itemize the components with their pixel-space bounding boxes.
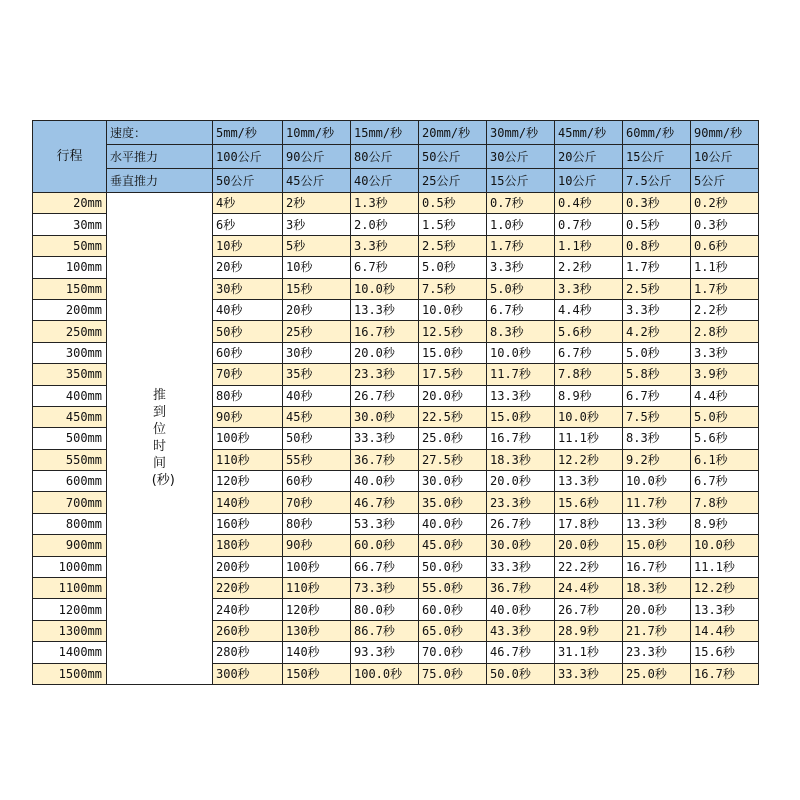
time-cell: 66.7秒: [351, 556, 419, 577]
time-cell: 2.0秒: [351, 214, 419, 235]
horizontal-thrust-cell: 50公斤: [419, 145, 487, 169]
time-cell: 3.3秒: [691, 342, 759, 363]
horizontal-thrust-cell: 15公斤: [623, 145, 691, 169]
time-cell: 1.7秒: [487, 235, 555, 256]
horizontal-thrust-label: 水平推力: [107, 145, 213, 169]
time-cell: 0.4秒: [555, 193, 623, 214]
time-cell: 300秒: [213, 663, 283, 684]
time-cell: 90秒: [283, 535, 351, 556]
time-cell: 31.1秒: [555, 642, 623, 663]
stroke-cell: 1300mm: [33, 620, 107, 641]
time-cell: 13.3秒: [351, 299, 419, 320]
stroke-cell: 1200mm: [33, 599, 107, 620]
vertical-thrust-cell: 5公斤: [691, 169, 759, 193]
time-cell: 2.5秒: [623, 278, 691, 299]
time-cell: 1.7秒: [623, 257, 691, 278]
time-cell: 33.3秒: [555, 663, 623, 684]
stroke-cell: 300mm: [33, 342, 107, 363]
time-cell: 1.7秒: [691, 278, 759, 299]
time-cell: 60秒: [213, 342, 283, 363]
stroke-cell: 400mm: [33, 385, 107, 406]
time-cell: 110秒: [213, 449, 283, 470]
stroke-cell: 150mm: [33, 278, 107, 299]
time-cell: 36.7秒: [351, 449, 419, 470]
time-cell: 1.5秒: [419, 214, 487, 235]
vertical-thrust-label: 垂直推力: [107, 169, 213, 193]
time-cell: 3.9秒: [691, 364, 759, 385]
time-cell: 9.2秒: [623, 449, 691, 470]
time-cell: 25.0秒: [419, 428, 487, 449]
time-cell: 10.0秒: [691, 535, 759, 556]
stroke-cell: 600mm: [33, 471, 107, 492]
time-cell: 65.0秒: [419, 620, 487, 641]
time-cell: 17.8秒: [555, 513, 623, 534]
speed-cell: 15mm/秒: [351, 121, 419, 145]
time-cell: 16.7秒: [487, 428, 555, 449]
time-cell: 5.0秒: [623, 342, 691, 363]
time-cell: 6.7秒: [691, 471, 759, 492]
time-cell: 20.0秒: [351, 342, 419, 363]
time-cell: 40秒: [283, 385, 351, 406]
time-cell: 23.3秒: [623, 642, 691, 663]
time-cell: 15.0秒: [487, 406, 555, 427]
time-cell: 30.0秒: [419, 471, 487, 492]
time-cell: 0.2秒: [691, 193, 759, 214]
time-cell: 70秒: [283, 492, 351, 513]
stroke-time-table-container: [32, 120, 759, 685]
time-cell: 10.0秒: [487, 342, 555, 363]
time-cell: 33.3秒: [487, 556, 555, 577]
time-cell: 20.0秒: [555, 535, 623, 556]
time-cell: 2.2秒: [555, 257, 623, 278]
time-cell: 20.0秒: [623, 599, 691, 620]
time-cell: 130秒: [283, 620, 351, 641]
stroke-cell: 200mm: [33, 299, 107, 320]
time-cell: 70.0秒: [419, 642, 487, 663]
time-cell: 90秒: [213, 406, 283, 427]
horizontal-thrust-cell: 30公斤: [487, 145, 555, 169]
time-cell: 24.4秒: [555, 578, 623, 599]
stroke-cell: 30mm: [33, 214, 107, 235]
time-cell: 30秒: [213, 278, 283, 299]
time-cell: 5.0秒: [487, 278, 555, 299]
time-cell: 73.3秒: [351, 578, 419, 599]
time-cell: 2.2秒: [691, 299, 759, 320]
time-cell: 0.3秒: [623, 193, 691, 214]
time-cell: 6秒: [213, 214, 283, 235]
speed-cell: 45mm/秒: [555, 121, 623, 145]
time-cell: 3.3秒: [351, 235, 419, 256]
time-cell: 200秒: [213, 556, 283, 577]
time-cell: 20.0秒: [419, 385, 487, 406]
time-cell: 50.0秒: [419, 556, 487, 577]
time-cell: 40秒: [213, 299, 283, 320]
time-cell: 4秒: [213, 193, 283, 214]
header-row-horizontal-thrust: [33, 145, 759, 169]
time-cell: 240秒: [213, 599, 283, 620]
vertical-thrust-cell: 45公斤: [283, 169, 351, 193]
time-cell: 10.0秒: [623, 471, 691, 492]
time-cell: 40.0秒: [487, 599, 555, 620]
time-cell: 86.7秒: [351, 620, 419, 641]
time-cell: 35秒: [283, 364, 351, 385]
time-cell: 10.0秒: [351, 278, 419, 299]
time-cell: 120秒: [213, 471, 283, 492]
vertical-thrust-cell: 40公斤: [351, 169, 419, 193]
stroke-cell: 500mm: [33, 428, 107, 449]
horizontal-thrust-cell: 10公斤: [691, 145, 759, 169]
speed-cell: 60mm/秒: [623, 121, 691, 145]
time-cell: 2.5秒: [419, 235, 487, 256]
time-cell: 6.7秒: [555, 342, 623, 363]
time-cell: 45.0秒: [419, 535, 487, 556]
time-cell: 15.0秒: [419, 342, 487, 363]
time-cell: 23.3秒: [487, 492, 555, 513]
time-cell: 7.8秒: [555, 364, 623, 385]
time-cell: 35.0秒: [419, 492, 487, 513]
time-cell: 3.3秒: [623, 299, 691, 320]
time-cell: 140秒: [283, 642, 351, 663]
time-cell: 5.6秒: [691, 428, 759, 449]
time-cell: 0.5秒: [419, 193, 487, 214]
horizontal-thrust-cell: 20公斤: [555, 145, 623, 169]
time-cell: 40.0秒: [351, 471, 419, 492]
stroke-cell: 700mm: [33, 492, 107, 513]
time-cell: 80秒: [283, 513, 351, 534]
time-cell: 13.3秒: [691, 599, 759, 620]
time-cell: 46.7秒: [351, 492, 419, 513]
speed-label: 速度：: [107, 121, 213, 145]
speed-cell: 5mm/秒: [213, 121, 283, 145]
vertical-thrust-cell: 25公斤: [419, 169, 487, 193]
time-cell: 15.6秒: [691, 642, 759, 663]
time-cell: 11.7秒: [487, 364, 555, 385]
time-cell: 12.5秒: [419, 321, 487, 342]
time-cell: 0.3秒: [691, 214, 759, 235]
time-cell: 7.5秒: [623, 406, 691, 427]
time-cell: 100秒: [283, 556, 351, 577]
header-row-speed: [33, 121, 759, 145]
time-cell: 33.3秒: [351, 428, 419, 449]
time-cell: 150秒: [283, 663, 351, 684]
time-cell: 8.9秒: [555, 385, 623, 406]
time-cell: 16.7秒: [691, 663, 759, 684]
time-cell: 100.0秒: [351, 663, 419, 684]
time-cell: 15.0秒: [623, 535, 691, 556]
time-cell: 5秒: [283, 235, 351, 256]
vertical-thrust-cell: 15公斤: [487, 169, 555, 193]
time-cell: 15秒: [283, 278, 351, 299]
vertical-thrust-cell: 50公斤: [213, 169, 283, 193]
vertical-thrust-cell: 10公斤: [555, 169, 623, 193]
time-cell: 40.0秒: [419, 513, 487, 534]
time-cell: 25.0秒: [623, 663, 691, 684]
stroke-cell: 450mm: [33, 406, 107, 427]
time-cell: 55秒: [283, 449, 351, 470]
speed-cell: 10mm/秒: [283, 121, 351, 145]
time-cell: 30.0秒: [351, 406, 419, 427]
time-cell: 280秒: [213, 642, 283, 663]
time-cell: 50秒: [213, 321, 283, 342]
time-cell: 43.3秒: [487, 620, 555, 641]
arrival-time-label-cell: [107, 193, 213, 685]
time-cell: 0.7秒: [555, 214, 623, 235]
time-cell: 120秒: [283, 599, 351, 620]
time-cell: 0.8秒: [623, 235, 691, 256]
stroke-cell: 1000mm: [33, 556, 107, 577]
time-cell: 50.0秒: [487, 663, 555, 684]
time-cell: 6.1秒: [691, 449, 759, 470]
horizontal-thrust-cell: 90公斤: [283, 145, 351, 169]
time-cell: 3.3秒: [555, 278, 623, 299]
time-cell: 4.4秒: [691, 385, 759, 406]
time-cell: 13.3秒: [555, 471, 623, 492]
time-cell: 26.7秒: [487, 513, 555, 534]
time-cell: 8.3秒: [623, 428, 691, 449]
time-cell: 20.0秒: [487, 471, 555, 492]
time-cell: 45秒: [283, 406, 351, 427]
time-cell: 53.3秒: [351, 513, 419, 534]
time-cell: 20秒: [213, 257, 283, 278]
arrival-time-label: 推到位时间(秒): [151, 388, 175, 489]
stroke-cell: 800mm: [33, 513, 107, 534]
time-cell: 26.7秒: [555, 599, 623, 620]
time-cell: 100秒: [213, 428, 283, 449]
time-cell: 0.7秒: [487, 193, 555, 214]
time-cell: 7.5秒: [419, 278, 487, 299]
stroke-cell: 100mm: [33, 257, 107, 278]
time-cell: 12.2秒: [555, 449, 623, 470]
time-cell: 140秒: [213, 492, 283, 513]
time-cell: 260秒: [213, 620, 283, 641]
vertical-thrust-cell: 7.5公斤: [623, 169, 691, 193]
time-cell: 16.7秒: [351, 321, 419, 342]
time-cell: 6.7秒: [623, 385, 691, 406]
time-cell: 18.3秒: [623, 578, 691, 599]
time-cell: 6.7秒: [487, 299, 555, 320]
time-cell: 2.8秒: [691, 321, 759, 342]
time-cell: 10秒: [283, 257, 351, 278]
time-cell: 220秒: [213, 578, 283, 599]
time-cell: 17.5秒: [419, 364, 487, 385]
time-cell: 2秒: [283, 193, 351, 214]
time-cell: 30.0秒: [487, 535, 555, 556]
horizontal-thrust-cell: 100公斤: [213, 145, 283, 169]
time-cell: 50秒: [283, 428, 351, 449]
time-cell: 18.3秒: [487, 449, 555, 470]
time-cell: 11.1秒: [555, 428, 623, 449]
time-cell: 10秒: [213, 235, 283, 256]
time-cell: 5.6秒: [555, 321, 623, 342]
time-cell: 1.3秒: [351, 193, 419, 214]
time-cell: 21.7秒: [623, 620, 691, 641]
time-cell: 10.0秒: [419, 299, 487, 320]
time-cell: 27.5秒: [419, 449, 487, 470]
time-cell: 23.3秒: [351, 364, 419, 385]
time-cell: 0.5秒: [623, 214, 691, 235]
time-cell: 5.0秒: [691, 406, 759, 427]
time-cell: 20秒: [283, 299, 351, 320]
time-cell: 110秒: [283, 578, 351, 599]
time-cell: 55.0秒: [419, 578, 487, 599]
time-cell: 70秒: [213, 364, 283, 385]
time-cell: 46.7秒: [487, 642, 555, 663]
table-row: [33, 193, 759, 214]
time-cell: 60.0秒: [419, 599, 487, 620]
stroke-cell: 350mm: [33, 364, 107, 385]
stroke-cell: 20mm: [33, 193, 107, 214]
time-cell: 36.7秒: [487, 578, 555, 599]
time-cell: 160秒: [213, 513, 283, 534]
time-cell: 10.0秒: [555, 406, 623, 427]
time-cell: 3秒: [283, 214, 351, 235]
time-cell: 28.9秒: [555, 620, 623, 641]
time-cell: 60秒: [283, 471, 351, 492]
time-cell: 5.8秒: [623, 364, 691, 385]
time-cell: 12.2秒: [691, 578, 759, 599]
header-row-vertical-thrust: [33, 169, 759, 193]
time-cell: 1.1秒: [691, 257, 759, 278]
time-cell: 80秒: [213, 385, 283, 406]
time-cell: 25秒: [283, 321, 351, 342]
time-cell: 1.1秒: [555, 235, 623, 256]
time-cell: 7.8秒: [691, 492, 759, 513]
time-cell: 3.3秒: [487, 257, 555, 278]
time-cell: 1.0秒: [487, 214, 555, 235]
time-cell: 30秒: [283, 342, 351, 363]
time-cell: 26.7秒: [351, 385, 419, 406]
stroke-time-table: [32, 120, 759, 685]
time-cell: 4.2秒: [623, 321, 691, 342]
time-cell: 13.3秒: [623, 513, 691, 534]
stroke-cell: 900mm: [33, 535, 107, 556]
time-cell: 93.3秒: [351, 642, 419, 663]
stroke-cell: 1100mm: [33, 578, 107, 599]
time-cell: 22.2秒: [555, 556, 623, 577]
time-cell: 16.7秒: [623, 556, 691, 577]
time-cell: 8.9秒: [691, 513, 759, 534]
stroke-cell: 1400mm: [33, 642, 107, 663]
stroke-cell: 550mm: [33, 449, 107, 470]
time-cell: 22.5秒: [419, 406, 487, 427]
time-cell: 15.6秒: [555, 492, 623, 513]
table-body: [33, 121, 759, 685]
speed-cell: 30mm/秒: [487, 121, 555, 145]
stroke-header: 行程: [33, 121, 107, 193]
time-cell: 13.3秒: [487, 385, 555, 406]
time-cell: 75.0秒: [419, 663, 487, 684]
time-cell: 6.7秒: [351, 257, 419, 278]
time-cell: 60.0秒: [351, 535, 419, 556]
stroke-cell: 50mm: [33, 235, 107, 256]
time-cell: 4.4秒: [555, 299, 623, 320]
time-cell: 11.1秒: [691, 556, 759, 577]
time-cell: 0.6秒: [691, 235, 759, 256]
time-cell: 180秒: [213, 535, 283, 556]
speed-cell: 20mm/秒: [419, 121, 487, 145]
horizontal-thrust-cell: 80公斤: [351, 145, 419, 169]
stroke-cell: 1500mm: [33, 663, 107, 684]
speed-cell: 90mm/秒: [691, 121, 759, 145]
stroke-cell: 250mm: [33, 321, 107, 342]
time-cell: 80.0秒: [351, 599, 419, 620]
time-cell: 14.4秒: [691, 620, 759, 641]
time-cell: 11.7秒: [623, 492, 691, 513]
time-cell: 5.0秒: [419, 257, 487, 278]
time-cell: 8.3秒: [487, 321, 555, 342]
